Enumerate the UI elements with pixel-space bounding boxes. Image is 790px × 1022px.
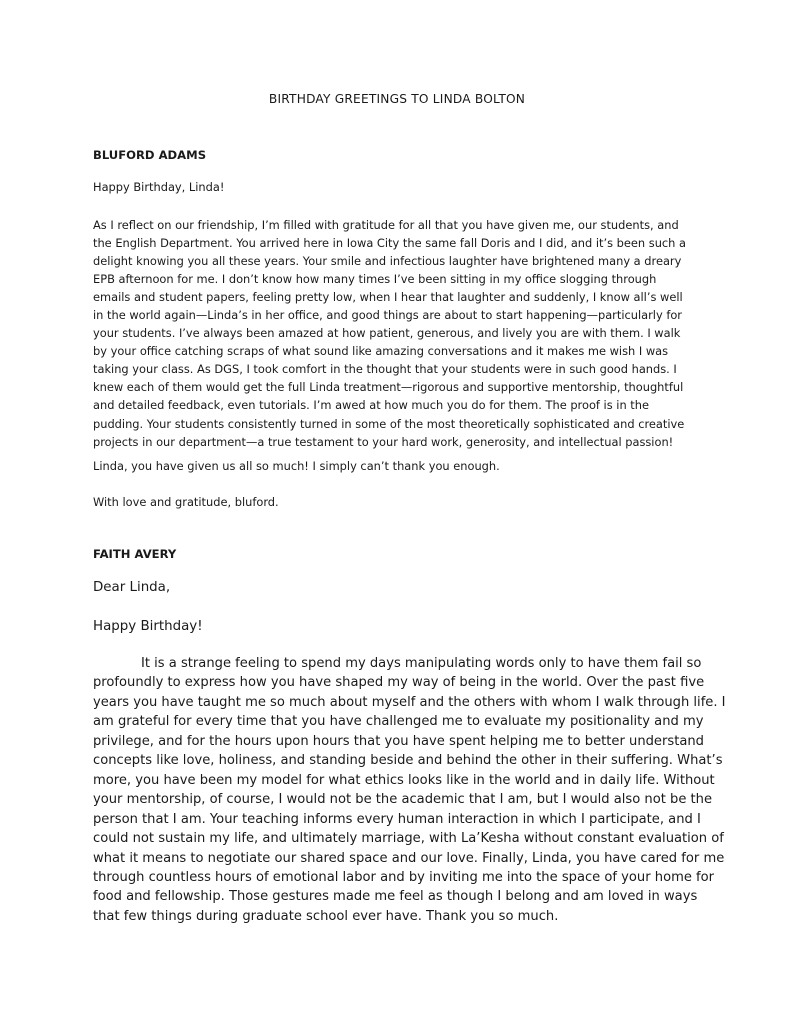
paragraph-line: pudding. Your students consistently turned in some of the most theoretically sophisticated and creative xyxy=(93,416,685,431)
paragraph-line: As I reflect on our friendship, I’m filled with gratitude for all that you have given me, our students, and xyxy=(93,218,679,232)
paragraph-line: the English Department. You arrived here in Iowa City the same fall Doris and I did, and it’s been such a xyxy=(93,236,686,251)
entry-signoff: With love and gratitude, bluford. xyxy=(93,495,279,509)
entry-greeting: Happy Birthday, Linda! xyxy=(93,180,225,194)
paragraph-line: EPB afternoon for me. I don’t know how many times I’ve been sitting in my office slogging through xyxy=(93,272,657,287)
paragraph-line: your students. I’ve always been amazed at how patient, generous, and lively you are with them. I walk xyxy=(93,326,681,341)
paragraph-line: profoundly to express how you have shaped my way of being in the world. Over the past five xyxy=(93,675,705,691)
paragraph-line: more, you have been my model for what ethics looks like in the world and in daily life. Without xyxy=(93,772,715,788)
entry-greeting: Happy Birthday! xyxy=(93,619,203,634)
paragraph-line: person that I am. Your teaching informs every human interaction in which I participate, and I xyxy=(93,811,701,827)
entry-body-paragraph xyxy=(93,216,701,451)
entry-salutation: Dear Linda, xyxy=(93,580,171,595)
document-title: BIRTHDAY GREETINGS TO LINDA BOLTON xyxy=(268,92,526,106)
paragraph-line: could not sustain my life, and ultimately marriage, with La’Kesha without constant evaluation of xyxy=(93,831,724,847)
paragraph-line: what it means to negotiate our shared space and our love. Finally, Linda, you have cared for me xyxy=(93,850,725,866)
entry-author-name: BLUFORD ADAMS xyxy=(93,148,207,162)
paragraph-line: your mentorship, of course, I would not be the academic that I am, but I would also not be the xyxy=(93,792,713,808)
paragraph-line: privilege, and for the hours upon hours that you have spent helping me to better understand xyxy=(93,733,704,749)
paragraph-line: projects in our department—a true testament to your hard work, generosity, and intellectual passion! xyxy=(93,434,674,449)
paragraph-line: am grateful for every time that you have challenged me to evaluate my positionality and my xyxy=(93,714,704,730)
paragraph-line: in the world again—Linda’s in her office, and good things are about to start happening—particularly for xyxy=(93,308,682,323)
paragraph-line: years you have taught me so much about myself and the others with whom I walk through life. I xyxy=(93,694,726,710)
paragraph-line: through countless hours of emotional labor and by inviting me into the space of your home for xyxy=(93,869,715,885)
paragraph-line: emails and student papers, feeling pretty low, when I hear that laughter and suddenly, I know all’s well xyxy=(93,290,683,305)
entry-author-name: FAITH AVERY xyxy=(93,547,177,561)
paragraph-line: taking your class. As DGS, I took comfort in the thought that your students were in such good hands. I xyxy=(93,362,677,377)
paragraph-line: that few things during graduate school ever have. Thank you so much. xyxy=(93,908,559,924)
entry-closing: Linda, you have given us all so much! I simply can’t thank you enough. xyxy=(93,459,500,473)
paragraph-line: by your office catching scraps of what sound like amazing conversations and it makes me wish I was xyxy=(93,344,669,359)
entry-body-paragraph xyxy=(93,654,726,926)
paragraph-line: delight knowing you all these years. Your smile and infectious laughter have brightened many a dreary xyxy=(93,254,682,269)
paragraph-line: knew each of them would get the full Linda treatment—rigorous and supportive mentorship, thoughtful xyxy=(93,380,684,395)
paragraph-line: concepts like love, holiness, and standing beside and behind the other in their suffering. What’s xyxy=(93,753,723,769)
paragraph-line: It is a strange feeling to spend my days manipulating words only to have them fail so xyxy=(141,656,702,671)
paragraph-line: and detailed feedback, even tutorials. I’m awed at how much you do for them. The proof is in the xyxy=(93,398,649,413)
paragraph-line: food and fellowship. Those gestures made me feel as though I belong and am loved in ways xyxy=(93,889,698,905)
